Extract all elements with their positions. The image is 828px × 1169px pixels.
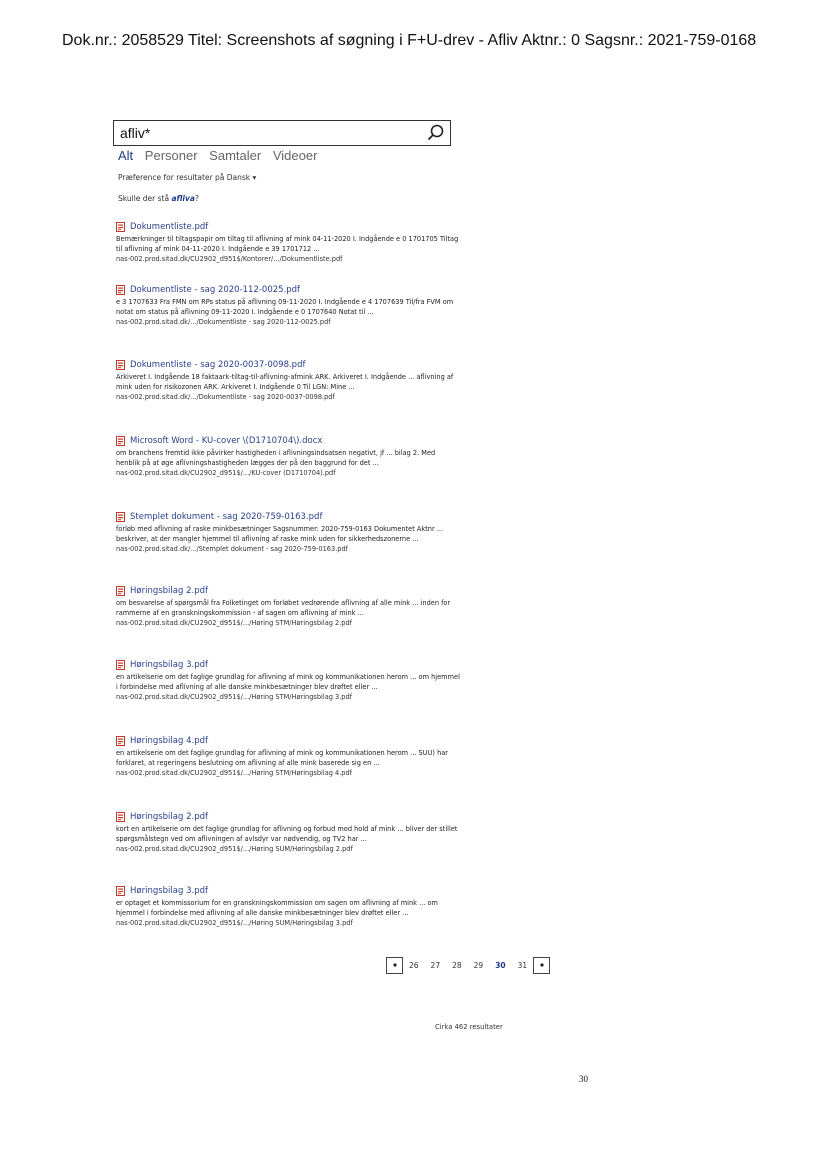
search-result <box>116 360 461 401</box>
result-title-link[interactable] <box>116 285 461 295</box>
result-path: nas-002.prod.sitad.dk/CU2902_d951$/.../KU-cover (D1710704).pdf <box>116 469 336 478</box>
result-snippet: om besvarelse af spørgsmål fra Folketinget om forløbet vedrørende aflivning af alle mink ... inden for rammerne af en granskningskommission - af sagen om aflivning af mink ... <box>116 599 451 617</box>
result-path: nas-002.prod.sitad.dk/.../Dokumentliste - sag 2020-112-0025.pdf <box>116 318 331 327</box>
result-path: nas-002.prod.sitad.dk/CU2902_d951$/.../Høring SUM/Høringsbilag 2.pdf <box>116 845 353 854</box>
search-icon[interactable] <box>426 123 446 143</box>
result-title-text: Dokumentliste - sag 2020-112-0025.pdf <box>130 285 301 295</box>
search-result <box>116 436 461 477</box>
result-path: nas-002.prod.sitad.dk/CU2902_d951$/.../Høring SUM/Høringsbilag 3.pdf <box>116 919 353 928</box>
result-title-text: Dokumentliste.pdf <box>130 222 209 232</box>
did-you-mean-suffix: ? <box>194 194 199 203</box>
search-input[interactable]: afliv* <box>120 125 151 141</box>
result-snippet: e 3 1707633 Fra FMN om RPs status på aflivning 09-11-2020 I. Indgående e 4 1707639 Til/fra FVM om notat om status på aflivning 09-11-2020 I. Indgående e 0 1707640 Notat til ... <box>116 298 454 316</box>
page-link[interactable]: 29 <box>473 960 484 970</box>
result-title-text: Høringsbilag 2.pdf <box>130 812 208 822</box>
did-you-mean-prefix: Skulle der stå <box>118 194 172 203</box>
result-title-text: Høringsbilag 3.pdf <box>130 886 208 896</box>
pagination <box>386 956 550 974</box>
result-title-link[interactable] <box>116 812 461 822</box>
result-snippet: en artikelserie om det faglige grundlag for aflivning af mink og kommunikationen herom ... SUU) har forklaret, at regeringens beslutning om aflivning af alle mink baserede sig en ... <box>116 749 448 767</box>
result-snippet: kort en artikelserie om det faglige grundlag for aflivning og forbud mod hold af mink ... bliver der stillet spørgsmålstegn ved om aflivningen af avlsdyr var nødvendig, og TV2 har ... <box>116 825 458 843</box>
result-title-text: Dokumentliste - sag 2020-0037-0098.pdf <box>130 360 306 370</box>
page-link[interactable]: 26 <box>409 960 419 970</box>
result-path: nas-002.prod.sitad.dk/CU2902_d951$/.../Høring STM/Høringsbilag 2.pdf <box>116 619 352 628</box>
search-tabs <box>118 148 325 163</box>
result-title-link[interactable] <box>116 586 461 596</box>
pdf-file-icon <box>116 360 125 370</box>
tab-all[interactable]: Alt <box>118 148 134 163</box>
language-preference-dropdown[interactable]: Præference for resultater på Dansk ▾ <box>118 173 257 182</box>
page-number: 30 <box>579 1074 588 1084</box>
spelling-suggestion-link[interactable]: afliva <box>171 194 195 203</box>
search-result <box>116 586 461 627</box>
pdf-file-icon <box>116 812 125 822</box>
result-path: nas-002.prod.sitad.dk/.../Dokumentliste - sag 2020-0037-0098.pdf <box>116 393 335 402</box>
result-title-link[interactable] <box>116 222 461 232</box>
next-page-button[interactable] <box>533 957 550 974</box>
page-link-current[interactable]: 30 <box>495 960 506 970</box>
pdf-file-icon <box>116 586 125 596</box>
pdf-file-icon <box>116 436 125 446</box>
pdf-file-icon <box>116 886 125 896</box>
pdf-file-icon <box>116 285 125 295</box>
search-result <box>116 886 461 927</box>
tab-videos[interactable]: Videoer <box>272 148 318 163</box>
prev-page-button[interactable] <box>386 957 403 974</box>
result-title-link[interactable] <box>116 360 461 370</box>
pdf-file-icon <box>116 512 125 522</box>
tab-people[interactable]: Personer <box>144 148 198 163</box>
search-result <box>116 736 461 777</box>
pdf-file-icon <box>116 736 125 746</box>
pdf-file-icon <box>116 660 125 670</box>
result-path: nas-002.prod.sitad.dk/CU2902_d951$/.../Høring STM/Høringsbilag 3.pdf <box>116 693 352 702</box>
result-path: nas-002.prod.sitad.dk/.../Stemplet dokument - sag 2020-759-0163.pdf <box>116 545 348 554</box>
result-title-text: Stemplet dokument - sag 2020-759-0163.pdf <box>130 512 323 522</box>
result-title-text: Høringsbilag 2.pdf <box>130 586 208 596</box>
result-snippet: Arkiveret I. Indgående 18 faktaark-tiltag-til-aflivning-afmink ARK. Arkiveret I. Indgående ... aflivning af mink uden for risikozonen ARK. Arkiveret I. Indgående 0 Til LGN: Mine ... <box>116 373 454 391</box>
result-title-text: Høringsbilag 4.pdf <box>130 736 208 746</box>
result-title-link[interactable] <box>116 660 461 670</box>
result-snippet: Bemærkninger til tiltagspapir om tiltag til aflivning af mink 04-11-2020 I. Indgående e 0 1701705 Tiltag til aflivning af mink 04-11-2020 I. Indgående e 39 1701712 ... <box>116 235 459 253</box>
result-snippet: en artikelserie om det faglige grundlag for aflivning af mink og kommunikationen herom ... om hjemmel i forbindelse med aflivning af alle danske minkbesætninger blev drøftet eller ... <box>116 673 460 691</box>
search-result <box>116 222 461 263</box>
search-result <box>116 512 461 553</box>
result-count: Cirka 462 resultater <box>435 1023 503 1031</box>
result-path: nas-002.prod.sitad.dk/CU2902_d951$/Kontorer/.../Dokumentliste.pdf <box>116 255 343 264</box>
tab-conversations[interactable]: Samtaler <box>209 148 262 163</box>
result-snippet: er optaget et kommissorium for en granskningskommission om sagen om aflivning af mink ... om hjemmel i forbindelse med aflivning af alle danske minkbesætninger blev drøftet eller ... <box>116 899 438 917</box>
next-page-icon <box>539 962 545 968</box>
pdf-file-icon <box>116 222 125 232</box>
page-link[interactable]: 27 <box>430 960 441 970</box>
result-title-link[interactable] <box>116 512 461 522</box>
result-title-text: Høringsbilag 3.pdf <box>130 660 208 670</box>
result-path: nas-002.prod.sitad.dk/CU2902_d951$/.../Høring STM/Høringsbilag 4.pdf <box>116 769 352 778</box>
did-you-mean <box>118 194 199 203</box>
result-title-link[interactable] <box>116 736 461 746</box>
search-box[interactable] <box>113 120 451 146</box>
search-result <box>116 812 461 853</box>
prev-page-icon <box>392 962 398 968</box>
result-title-link[interactable] <box>116 436 461 446</box>
result-snippet: om branchens fremtid ikke påvirker hastigheden i aflivningsindsatsen negativt, jf ... bilag 2. Med henblik på at øge aflivningshastigheden lægges der på den baggrund for det ... <box>116 449 436 467</box>
search-result <box>116 285 461 326</box>
result-title-text: Microsoft Word - KU-cover \(D1710704\).docx <box>130 436 323 446</box>
result-title-link[interactable] <box>116 886 461 896</box>
search-result <box>116 660 461 701</box>
page-link[interactable]: 28 <box>452 960 462 970</box>
document-header: Dok.nr.: 2058529 Titel: Screenshots af søgning i F+U-drev - Afliv Aktnr.: 0 Sagsnr.: 2021-759-0168 <box>62 32 757 49</box>
page-link[interactable]: 31 <box>517 960 528 970</box>
result-snippet: forløb med aflivning af raske minkbesætninger Sagsnummer: 2020-759-0163 Dokumentet Aktnr ... beskriver, at der mangler hjemmel til aflivning af raske mink uden for sikkerhedszonerne ... <box>116 525 444 543</box>
